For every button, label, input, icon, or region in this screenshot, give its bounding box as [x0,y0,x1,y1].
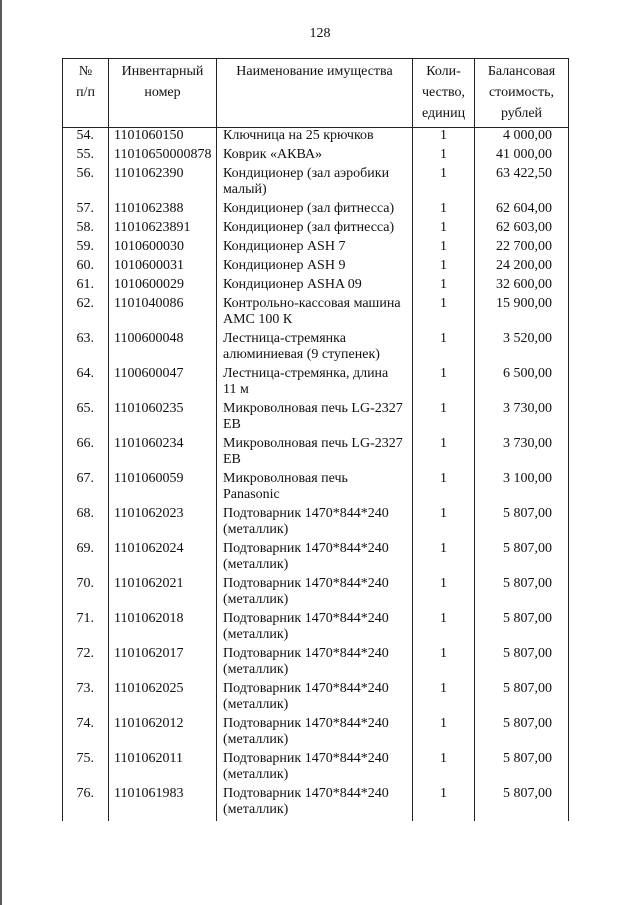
row-number: 72. [63,646,109,681]
row-number: 76. [63,786,109,821]
quantity: 1 [413,147,475,166]
table-row [63,296,569,331]
row-number: 65. [63,401,109,436]
balance-value: 41 000,00 [475,147,569,166]
header-quantity-line: единиц [421,106,466,121]
quantity: 1 [413,366,475,401]
item-name [217,220,413,239]
table-row [63,436,569,471]
row-number: 68. [63,506,109,541]
inventory-number: 1101060235 [109,401,217,436]
table-header [63,59,569,128]
quantity: 1 [413,471,475,506]
item-name-line: Подтоварник 1470*844*240 [223,716,389,731]
inventory-number: 1101062025 [109,681,217,716]
table-row [63,277,569,296]
quantity: 1 [413,681,475,716]
item-name-line: (металлик) [223,522,289,537]
row-number: 58. [63,220,109,239]
table-row [63,541,569,576]
table-row [63,681,569,716]
header-number-line: № [78,64,93,79]
item-name-line: (металлик) [223,557,289,572]
quantity: 1 [413,611,475,646]
row-number: 73. [63,681,109,716]
item-name-line: Подтоварник 1470*844*240 [223,646,389,661]
quantity: 1 [413,239,475,258]
item-name-line: (металлик) [223,592,289,607]
inventory-number: 1101062390 [109,166,217,201]
table-row [63,331,569,366]
item-name-line: Panasonic [223,487,280,502]
inventory-number: 1101062024 [109,541,217,576]
table-row [63,366,569,401]
table-row [63,786,569,821]
item-name-line: Подтоварник 1470*844*240 [223,786,389,801]
inventory-number: 1101062021 [109,576,217,611]
inventory-number: 1010600029 [109,277,217,296]
item-name [217,128,413,148]
balance-value: 4 000,00 [475,128,569,148]
quantity: 1 [413,541,475,576]
table-row [63,751,569,786]
quantity: 1 [413,220,475,239]
quantity: 1 [413,646,475,681]
item-name [217,611,413,646]
quantity: 1 [413,751,475,786]
item-name-line: Лестница-стремянка, длина [223,366,389,381]
inventory-number: 11010623891 [109,220,217,239]
item-name [217,506,413,541]
quantity: 1 [413,506,475,541]
item-name-line: Подтоварник 1470*844*240 [223,751,389,766]
quantity: 1 [413,401,475,436]
header-quantity [413,59,475,128]
quantity: 1 [413,331,475,366]
row-number: 60. [63,258,109,277]
item-name-line: Ключница на 25 крючков [223,128,374,143]
item-name-line: Кондиционер (зал фитнесса) [223,220,395,235]
item-name [217,576,413,611]
row-number: 54. [63,128,109,148]
quantity: 1 [413,277,475,296]
inventory-number: 1100600048 [109,331,217,366]
item-name [217,366,413,401]
quantity: 1 [413,786,475,821]
header-inventory [109,59,217,128]
inventory-number: 1100600047 [109,366,217,401]
row-number: 63. [63,331,109,366]
row-number: 70. [63,576,109,611]
inventory-number: 1101062388 [109,201,217,220]
quantity: 1 [413,128,475,148]
item-name-line: (металлик) [223,732,289,747]
header-value-line: рублей [500,106,543,121]
balance-value: 5 807,00 [475,786,569,821]
header-value-line: Балансовая [487,64,556,79]
row-number: 74. [63,716,109,751]
table-row [63,258,569,277]
row-number: 67. [63,471,109,506]
balance-value: 22 700,00 [475,239,569,258]
item-name [217,296,413,331]
table-row [63,239,569,258]
item-name [217,201,413,220]
inventory-number: 1101060150 [109,128,217,148]
item-name [217,277,413,296]
row-number: 55. [63,147,109,166]
table-body [63,128,569,822]
inventory-number: 1101040086 [109,296,217,331]
row-number: 69. [63,541,109,576]
balance-value: 3 100,00 [475,471,569,506]
header-number-line: п/п [76,85,95,100]
item-name [217,786,413,821]
property-table [62,58,569,821]
item-name-line: Коврик «АКВА» [223,147,323,162]
table-row [63,646,569,681]
quantity: 1 [413,716,475,751]
balance-value: 5 807,00 [475,576,569,611]
inventory-number: 1010600031 [109,258,217,277]
balance-value: 5 807,00 [475,681,569,716]
inventory-number: 1101062023 [109,506,217,541]
item-name [217,471,413,506]
row-number: 61. [63,277,109,296]
item-name [217,239,413,258]
item-name-line: Контрольно-кассовая машина [223,296,401,311]
item-name-line: малый) [223,182,267,197]
item-name-line: Кондиционер ASH 9 [223,258,346,273]
page-edge-shadow [0,0,2,905]
header-inventory-line: номер [144,85,181,100]
item-name-line: (металлик) [223,802,289,817]
row-number: 64. [63,366,109,401]
inventory-number: 1101062011 [109,751,217,786]
balance-value: 5 807,00 [475,611,569,646]
balance-value: 6 500,00 [475,366,569,401]
item-name-line: Подтоварник 1470*844*240 [223,611,389,626]
quantity: 1 [413,201,475,220]
table-row [63,506,569,541]
row-number: 71. [63,611,109,646]
header-quantity-line: Коли- [426,64,461,79]
header-name-line: Наименование имущества [236,64,393,79]
item-name [217,646,413,681]
balance-value: 32 600,00 [475,277,569,296]
item-name-line: Кондиционер ASHA 09 [223,277,362,292]
table-row [63,611,569,646]
item-name-line: (металлик) [223,662,289,677]
balance-value: 15 900,00 [475,296,569,331]
balance-value: 24 200,00 [475,258,569,277]
table-row [63,166,569,201]
item-name-line: Лестница-стремянка [223,331,346,346]
table-row [63,128,569,148]
item-name-line: Кондиционер ASH 7 [223,239,346,254]
item-name [217,147,413,166]
inventory-number: 1010600030 [109,239,217,258]
inventory-number: 1101060059 [109,471,217,506]
table-row [63,576,569,611]
balance-value: 5 807,00 [475,506,569,541]
table-row [63,201,569,220]
balance-value: 62 603,00 [475,220,569,239]
header-inventory-line: Инвентарный [121,64,204,79]
balance-value: 5 807,00 [475,541,569,576]
header-name [217,59,413,128]
item-name-line: АМС 100 К [223,312,293,327]
header-value-line: стоимость, [488,85,555,100]
item-name [217,401,413,436]
balance-value: 5 807,00 [475,716,569,751]
item-name-line: Подтоварник 1470*844*240 [223,576,389,591]
balance-value: 5 807,00 [475,646,569,681]
item-name-line: EB [223,452,241,467]
item-name [217,436,413,471]
item-name [217,541,413,576]
quantity: 1 [413,436,475,471]
balance-value: 3 520,00 [475,331,569,366]
inventory-number: 1101060234 [109,436,217,471]
table-row [63,401,569,436]
item-name-line: Кондиционер (зал фитнесса) [223,201,395,216]
item-name [217,751,413,786]
row-number: 57. [63,201,109,220]
inventory-number: 1101061983 [109,786,217,821]
item-name [217,258,413,277]
table-row [63,147,569,166]
balance-value: 63 422,50 [475,166,569,201]
inventory-number: 1101062017 [109,646,217,681]
header-value [475,59,569,128]
table-row [63,471,569,506]
item-name-line: (металлик) [223,627,289,642]
row-number: 62. [63,296,109,331]
inventory-number: 11010650000878 [109,147,217,166]
item-name-line: Микроволновая печь LG-2327 [223,401,403,416]
table-row [63,220,569,239]
quantity: 1 [413,166,475,201]
item-name [217,166,413,201]
balance-value: 62 604,00 [475,201,569,220]
header-number [63,59,109,128]
item-name-line: Кондиционер (зал аэробики [223,166,390,181]
item-name-line: 11 м [223,382,249,397]
item-name-line: Подтоварник 1470*844*240 [223,681,389,696]
row-number: 66. [63,436,109,471]
item-name-line: Микроволновая печь [223,471,348,486]
inventory-number: 1101062018 [109,611,217,646]
item-name [217,331,413,366]
table-row [63,716,569,751]
quantity: 1 [413,258,475,277]
page-number: 128 [309,26,331,41]
item-name-line: EB [223,417,241,432]
row-number: 59. [63,239,109,258]
item-name [217,681,413,716]
quantity: 1 [413,296,475,331]
item-name [217,716,413,751]
item-name-line: алюминиевая (9 ступенек) [223,347,380,362]
inventory-number: 1101062012 [109,716,217,751]
header-quantity-line: чество, [422,85,465,100]
balance-value: 3 730,00 [475,436,569,471]
item-name-line: Подтоварник 1470*844*240 [223,541,389,556]
item-name-line: (металлик) [223,697,289,712]
balance-value: 3 730,00 [475,401,569,436]
row-number: 75. [63,751,109,786]
row-number: 56. [63,166,109,201]
quantity: 1 [413,576,475,611]
item-name-line: (металлик) [223,767,289,782]
item-name-line: Микроволновая печь LG-2327 [223,436,403,451]
balance-value: 5 807,00 [475,751,569,786]
item-name-line: Подтоварник 1470*844*240 [223,506,389,521]
